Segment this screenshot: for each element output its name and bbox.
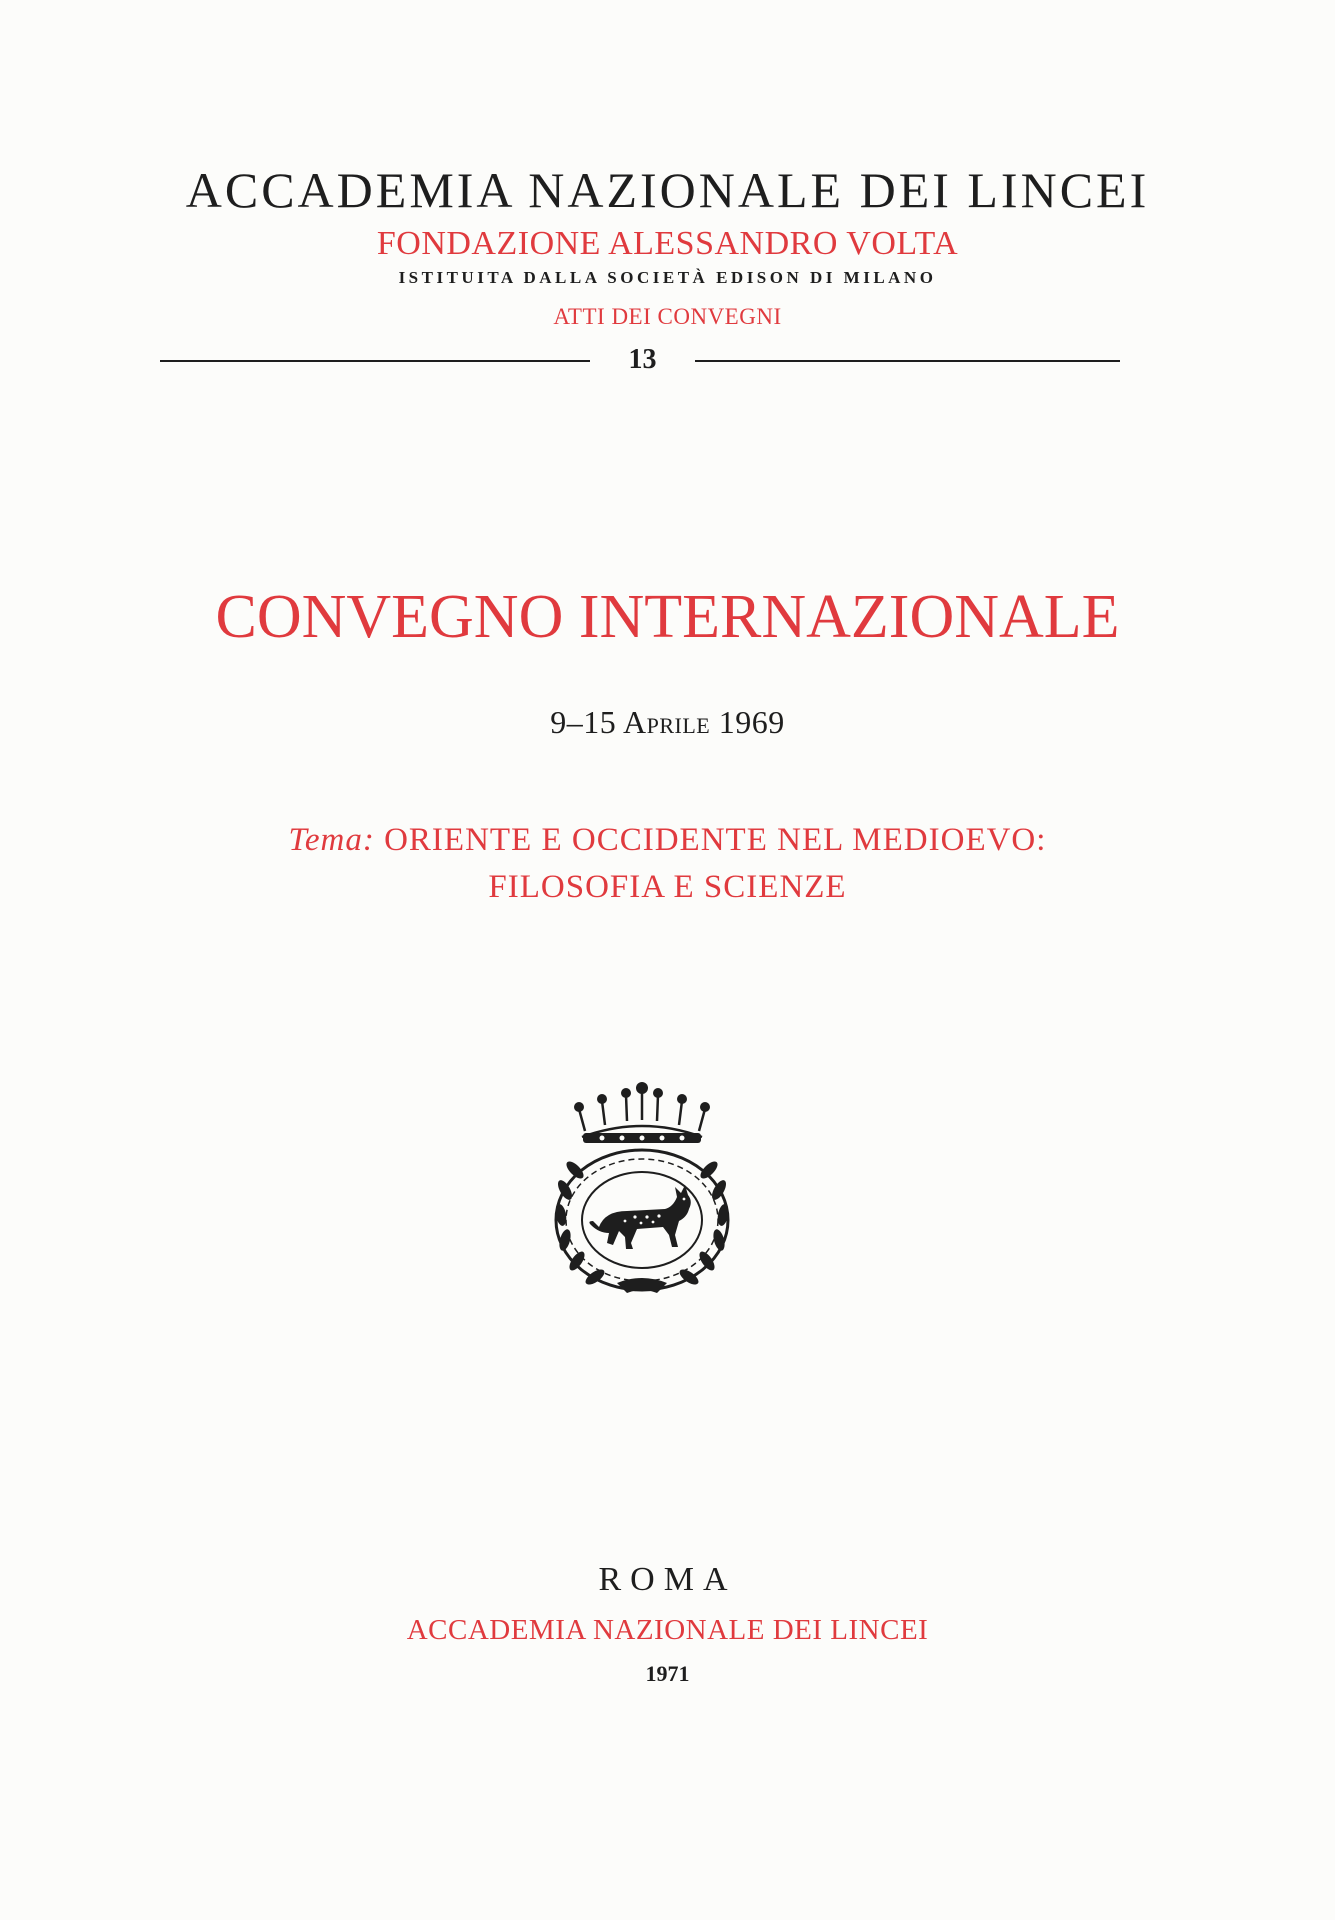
series-number: 13	[628, 344, 657, 375]
instituted-by: ISTITUITA DALLA SOCIETÀ EDISON DI MILANO	[398, 268, 937, 287]
series-rule	[160, 340, 1160, 380]
lynx-crest-icon	[547, 1075, 737, 1295]
series-label: ATTI DEI CONVEGNI	[553, 304, 782, 329]
foundation-name: FONDAZIONE ALESSANDRO VOLTA	[376, 225, 959, 262]
publication-city: ROMA	[598, 1561, 737, 1598]
rule-right	[695, 360, 1120, 362]
theme-label: Tema:	[288, 822, 375, 858]
publication-year: 1971	[645, 1661, 690, 1686]
theme-text-1: ORIENTE E OCCIDENTE NEL MEDIOEVO:	[384, 822, 1047, 858]
theme-line-2: FILOSOFIA E SCIENZE	[488, 869, 847, 905]
publisher-name: ACCADEMIA NAZIONALE DEI LINCEI	[406, 1614, 929, 1646]
theme-line-1	[0, 820, 1335, 860]
conference-dates: 9–15 Aprile 1969	[550, 704, 785, 740]
academy-name: ACCADEMIA NAZIONALE DEI LINCEI	[185, 162, 1150, 218]
conference-title: CONVEGNO INTERNAZIONALE	[215, 583, 1120, 651]
rule-left	[160, 360, 590, 362]
